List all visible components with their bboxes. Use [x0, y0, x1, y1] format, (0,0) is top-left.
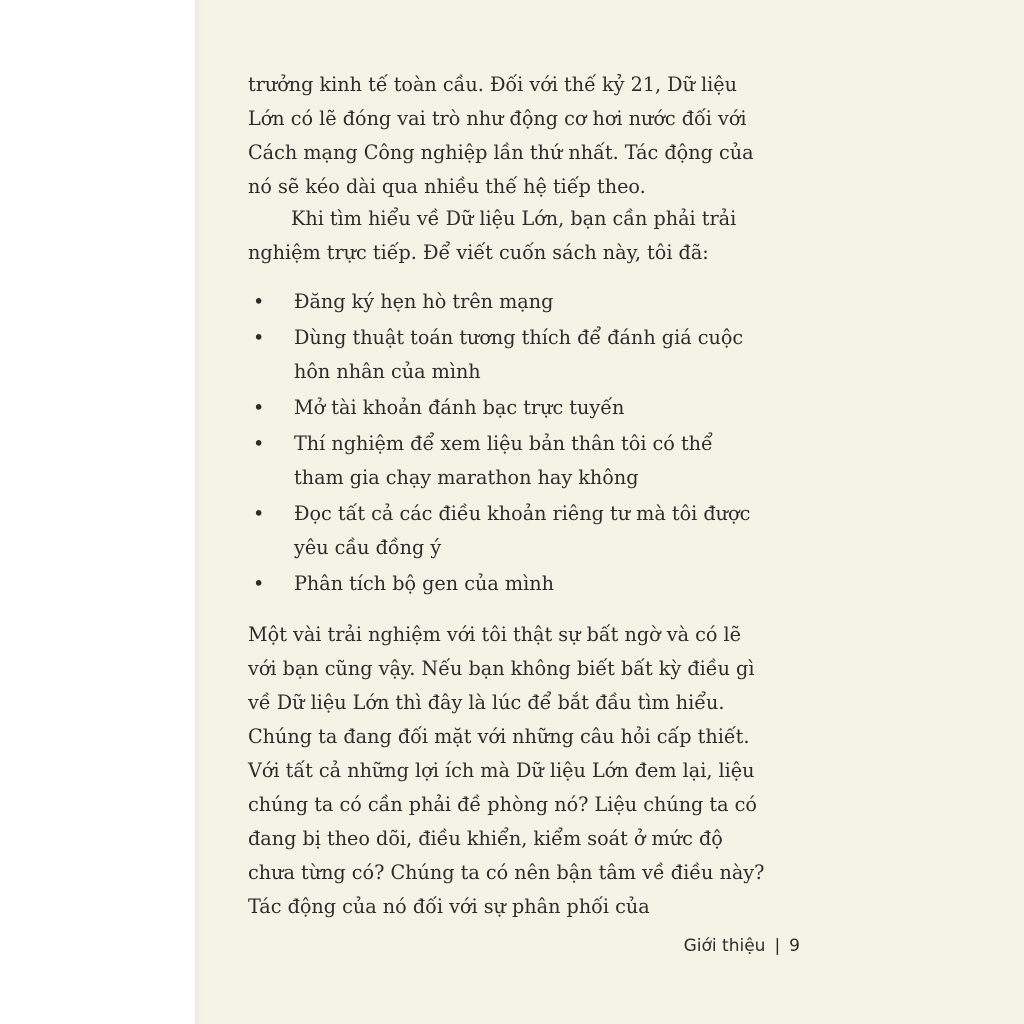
paragraph-2: Khi tìm hiểu về Dữ liệu Lớn, bạn cần phải trải nghiệm trực tiếp. Để viết cuốn sách này, tôi đã: — [248, 207, 737, 264]
page-number: 9 — [789, 936, 800, 956]
list-item — [248, 321, 768, 389]
paragraph-1: trưởng kinh tế toàn cầu. Đối với thế kỷ 21, Dữ liệu Lớn có lẽ đóng vai trò như động cơ hơi nước đối với Cách mạng Công nghiệp lần thứ nhất. Tác động của nó sẽ kéo dài qua nhiều thế hệ tiếp theo. — [248, 73, 754, 198]
book-page — [195, 0, 1024, 1024]
bullet-icon: • — [253, 290, 265, 313]
footer-separator: | — [774, 936, 781, 956]
list-item-text: Đọc tất cả các điều khoản riêng tư mà tôi được yêu cầu đồng ý — [294, 502, 751, 559]
bullet-icon: • — [253, 432, 265, 455]
list-item-text: Phân tích bộ gen của mình — [294, 572, 554, 595]
section-title: Giới thiệu — [683, 936, 766, 956]
bullet-list — [248, 285, 768, 603]
list-item — [248, 497, 768, 565]
bullet-icon: • — [253, 502, 265, 525]
paragraph-3: Một vài trải nghiệm với tôi thật sự bất ngờ và có lẽ với bạn cũng vậy. Nếu bạn không biết bất kỳ điều gì về Dữ liệu Lớn thì đây là lúc để bắt đầu tìm hiểu. Chúng ta đang đối mặt với những câu hỏi cấp thiết. Với tất cả những lợi ích mà Dữ liệu Lớn đem lại, liệu chúng ta có cần phải đề phòng nó? Liệu chúng ta có đang bị theo dõi, điều khiển, kiểm soát ở mức độ chưa từng có? Chúng ta có nên bận tâm về điều này? Tác động của nó đối với sự phân phối của — [248, 623, 765, 918]
bullet-icon: • — [253, 572, 265, 595]
list-item-text: Mở tài khoản đánh bạc trực tuyến — [294, 396, 625, 419]
bullet-icon: • — [253, 326, 265, 349]
list-item — [248, 567, 768, 601]
list-item-text: Thí nghiệm để xem liệu bản thân tôi có thể tham gia chạy marathon hay không — [294, 432, 713, 489]
list-item-text: Dùng thuật toán tương thích để đánh giá cuộc hôn nhân của mình — [294, 326, 744, 383]
list-item — [248, 285, 768, 319]
page-footer — [640, 931, 800, 961]
list-item — [248, 391, 768, 425]
list-item — [248, 427, 768, 495]
list-item-text: Đăng ký hẹn hò trên mạng — [294, 290, 554, 313]
bullet-icon: • — [253, 396, 265, 419]
